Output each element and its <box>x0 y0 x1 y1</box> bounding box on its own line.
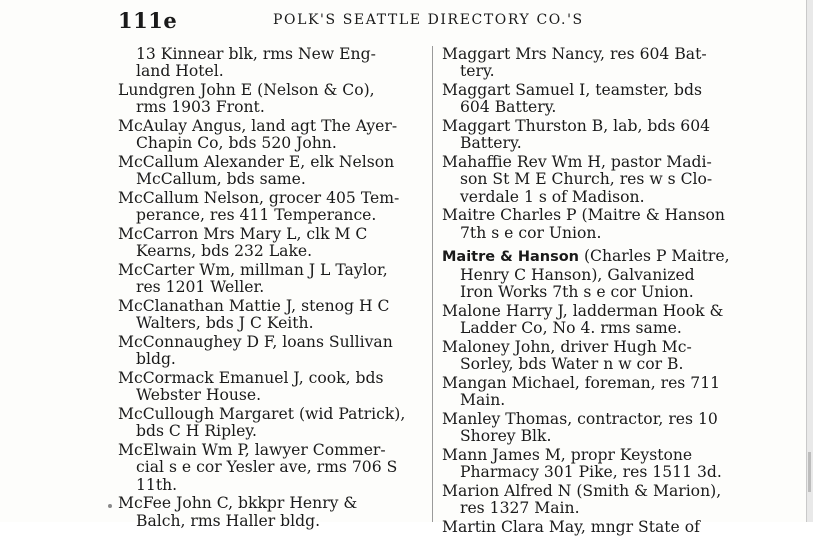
business-name: Maitre & Hanson <box>442 249 579 266</box>
entry-line: Chapin Co, bds 520 John. <box>136 134 337 153</box>
entry-line: McCullough Margaret (wid Patrick), <box>118 405 406 423</box>
entry-line: Main. <box>460 391 506 410</box>
entry-line: McElwain Wm P, lawyer Commer- <box>118 441 386 459</box>
directory-entry <box>118 154 421 189</box>
directory-entry <box>442 411 760 446</box>
entry-line: Mahaffie Rev Wm H, pastor Madi- <box>442 153 712 171</box>
entry-line: Maloney John, driver Hugh Mc- <box>442 337 692 356</box>
column-divider <box>432 46 433 522</box>
page-number: 111e <box>118 8 178 33</box>
entry-line: Maggart Mrs Nancy, res 604 Bat- <box>442 45 707 63</box>
directory-entry <box>118 118 421 153</box>
entry-line: Iron Works 7th s e cor Union. <box>460 283 694 302</box>
viewer-edge-mark <box>808 452 811 492</box>
entry-line: 604 Battery. <box>460 98 557 117</box>
directory-entry <box>442 46 760 81</box>
directory-entry <box>118 334 421 369</box>
entry-line: McCarron Mrs Mary L, clk M C <box>118 225 368 243</box>
entry-line <box>442 248 760 266</box>
directory-entry <box>118 298 421 333</box>
entry-line: Maggart Thurston B, lab, bds 604 <box>442 117 711 135</box>
directory-entry <box>442 207 760 242</box>
directory-entry <box>442 154 760 206</box>
directory-entry <box>118 46 421 81</box>
viewer-edge <box>806 0 813 522</box>
directory-entry <box>442 447 760 482</box>
entry-line: perance, res 411 Temperance. <box>136 206 377 225</box>
entry-line: Maggart Samuel I, teamster, bds <box>442 81 702 99</box>
entry-line: Manley Thomas, contractor, res 10 <box>442 409 718 428</box>
entry-line: rms 1903 Front. <box>136 98 265 117</box>
directory-entry <box>118 262 421 297</box>
entry-line: verdale 1 s of Madison. <box>460 187 645 206</box>
business-detail: (Charles P Maitre, <box>579 247 730 266</box>
entry-line: Balch, rms Haller bldg. <box>136 511 321 530</box>
margin-dot <box>108 504 112 508</box>
directory-entry <box>118 226 421 261</box>
directory-entry <box>118 442 421 494</box>
entry-line: 13 Kinnear blk, rms New Eng- <box>136 45 376 63</box>
directory-entry <box>442 375 760 410</box>
entry-line: McCallum Nelson, grocer 405 Tem- <box>118 189 400 207</box>
directory-entry <box>118 406 421 441</box>
entry-line: Webster House. <box>136 386 262 405</box>
entry-line: Walters, bds J C Keith. <box>136 314 314 333</box>
entry-line: McFee John C, bkkpr Henry & <box>118 494 358 513</box>
entry-line: Martin Clara May, mngr State of <box>442 517 700 536</box>
entry-line: Lundgren John E (Nelson & Co), <box>118 81 375 99</box>
entry-line: son St M E Church, res w s Clo- <box>460 170 713 189</box>
entry-line: Battery. <box>460 134 522 153</box>
directory-entry <box>442 519 760 536</box>
page-header <box>118 8 748 32</box>
left-column <box>118 46 421 531</box>
entry-line: McCormack Emanuel J, cook, bds <box>118 369 384 387</box>
entry-line: bldg. <box>136 350 176 369</box>
entry-line: Ladder Co, No 4. rms same. <box>460 319 682 338</box>
right-column <box>442 46 760 537</box>
entry-line: bds C H Ripley. <box>136 422 257 441</box>
entry-line: land Hotel. <box>136 62 224 81</box>
entry-line: McCallum, bds same. <box>136 170 306 189</box>
entry-line: McCallum Alexander E, elk Nelson <box>118 153 395 171</box>
entry-line: res 1327 Main. <box>460 499 580 518</box>
entry-line: Shorey Blk. <box>460 427 552 446</box>
entry-line: res 1201 Weller. <box>136 278 265 297</box>
entry-line: cial s e cor Yesler ave, rms 706 S <box>136 458 398 477</box>
directory-entry <box>442 303 760 338</box>
entry-line: Maitre Charles P (Maitre & Hanson <box>442 206 725 225</box>
directory-entry <box>442 339 760 374</box>
directory-entry <box>442 82 760 117</box>
directory-entry <box>442 483 760 518</box>
directory-entry <box>118 370 421 405</box>
entry-line: Henry C Hanson), Galvanized <box>460 265 695 284</box>
entry-line: Pharmacy 301 Pike, res 1511 3d. <box>460 463 722 482</box>
directory-entry <box>118 82 421 117</box>
entry-line: Sorley, bds Water n w cor B. <box>460 355 684 374</box>
entry-line: McClanathan Mattie J, stenog H C <box>118 297 390 315</box>
running-title: POLK'S SEATTLE DIRECTORY CO.'S <box>273 12 584 28</box>
directory-entry <box>118 190 421 225</box>
directory-entry <box>442 118 760 153</box>
entry-line: tery. <box>460 62 495 81</box>
entry-line: Marion Alfred N (Smith & Marion), <box>442 481 722 500</box>
entry-line: Mann James M, propr Keystone <box>442 445 693 464</box>
entry-line: McCarter Wm, millman J L Taylor, <box>118 261 388 279</box>
entry-line: 11th. <box>136 475 178 494</box>
entry-line: McConnaughey D F, loans Sullivan <box>118 333 393 351</box>
entry-line: Malone Harry J, ladderman Hook & <box>442 301 724 320</box>
directory-entry <box>118 495 421 530</box>
entry-line: Kearns, bds 232 Lake. <box>136 242 313 261</box>
entry-line: McAulay Angus, land agt The Ayer- <box>118 117 398 135</box>
entry-line: Mangan Michael, foreman, res 711 <box>442 373 721 392</box>
entry-line: 7th s e cor Union. <box>460 223 602 242</box>
directory-entry-business <box>442 248 760 301</box>
